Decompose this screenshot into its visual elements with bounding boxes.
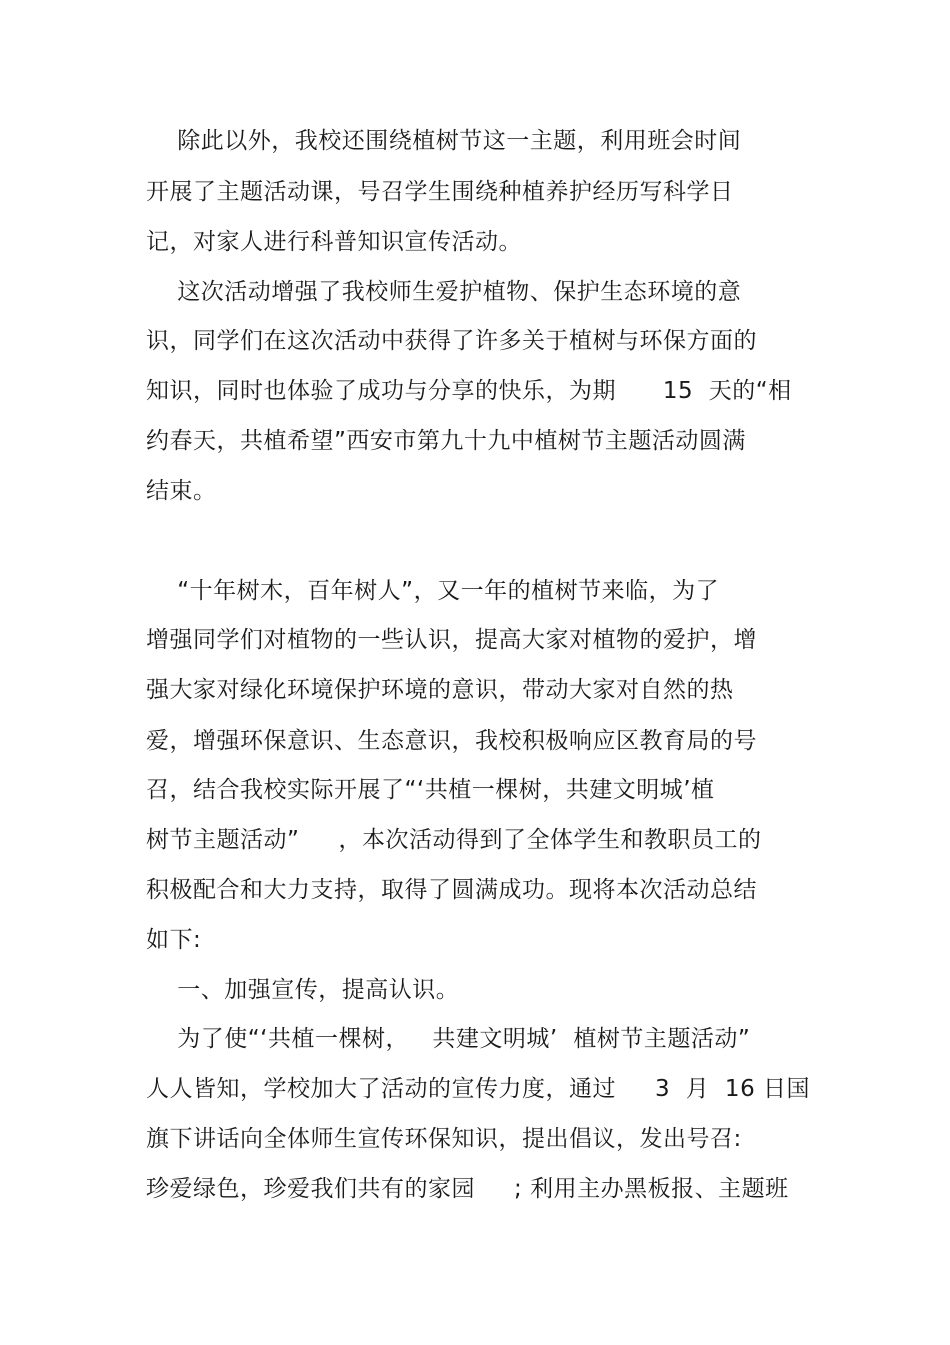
text-line: 如下: <box>146 927 202 953</box>
text-line: 树节主题活动” ，本次活动得到了全体学生和教职员工的 <box>146 827 762 853</box>
text-line: 记，对家人进行科普知识宣传活动。 <box>146 229 522 255</box>
text-line: 知识，同时也体验了成功与分享的快乐，为期 15 天的“相 <box>146 378 792 404</box>
text-line: 为了使“‘共植一棵树， 共建文明城’ 植树节主题活动” <box>146 1026 751 1052</box>
text-line: 积极配合和大力支持，取得了圆满成功。现将本次活动总结 <box>146 877 757 903</box>
text-line: 召，结合我校实际开展了“‘共植一棵树，共建文明城’植 <box>146 777 715 803</box>
text-line: 增强同学们对植物的一些认识，提高大家对植物的爱护，增 <box>146 627 757 653</box>
text-line: 识，同学们在这次活动中获得了许多关于植树与环保方面的 <box>146 328 757 354</box>
text-line: 人人皆知，学校加大了活动的宣传力度，通过 3 月 16 日国 <box>146 1076 811 1102</box>
text-line: “十年树木，百年树人”，又一年的植树节来临，为了 <box>146 578 720 604</box>
text-line: 强大家对绿化环境保护环境的意识，带动大家对自然的热 <box>146 677 734 703</box>
section-heading: 一、加强宣传，提高认识。 <box>146 977 460 1003</box>
text-line: 珍爱绿色，珍爱我们共有的家园 ; 利用主办黑板报、主题班 <box>146 1176 789 1202</box>
text-line: 除此以外，我校还围绕植树节这一主题，利用班会时间 <box>146 128 742 154</box>
text-line: 这次活动增强了我校师生爱护植物、保护生态环境的意 <box>146 279 742 305</box>
text-line: 爱，增强环保意识、生态意识，我校积极响应区教育局的号 <box>146 728 757 754</box>
text-line: 开展了主题活动课，号召学生围绕种植养护经历写科学日 <box>146 179 734 205</box>
text-line: 旗下讲话向全体师生宣传环保知识，提出倡议，发出号召: <box>146 1126 742 1152</box>
text-line: 结束。 <box>146 478 217 504</box>
text-line: 约春天，共植希望”西安市第九十九中植树节主题活动圆满 <box>146 428 746 454</box>
